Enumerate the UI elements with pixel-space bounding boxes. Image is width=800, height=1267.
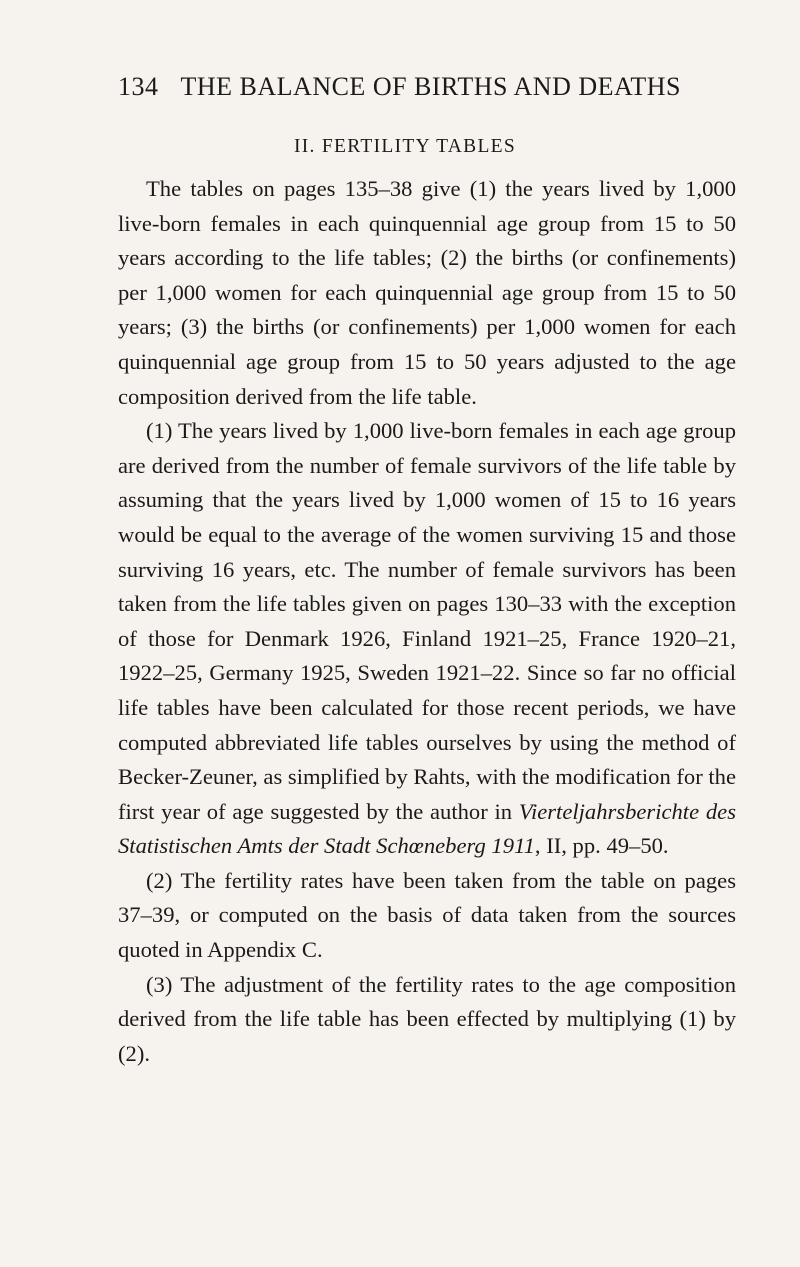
- paragraph-1-text: (1) The years lived by 1,000 live-born females in each age group are derived from the number of female survivors of the life table by assuming that the years lived by 1,000 women of 15 to 16 years would be equal to the average of the women surviving 15 and those surviving 16 years, etc. The number of female survivors has been taken from the life tables given on pages 130–33 with the exception of those for Denmark 1926, Finland 1921–25, France 1920–21, 1922–25, Germany 1925, Sweden 1921–22. Since so far no official life tables have been calculated for those recent periods, we have computed abbreviated life tables ourselves by using the method of Becker-Zeuner, as simplified by Rahts, with the modification for the first year of age suggested by the author in: [118, 418, 736, 824]
- cited-publication-title: Vierteljahrsberichte des Statistischen Amts der Stadt Schœneberg 1911: [118, 798, 736, 859]
- paragraph-1-citation-end: , II, pp. 49–50.: [534, 833, 669, 859]
- paragraph-1: [118, 414, 736, 864]
- section-title: II. FERTILITY TABLES: [293, 136, 517, 157]
- paragraph-3: (3) The adjustment of the fertility rates to the age composition derived from the life table has been effected by multiplying (1) by (2).: [118, 971, 736, 1066]
- running-header: [118, 72, 738, 102]
- page-number: 134: [118, 72, 159, 101]
- paragraph-2: (2) The fertility rates have been taken from the table on pages 37–39, or computed on the basis of data taken from the sources quoted in Appendix C.: [118, 867, 736, 963]
- running-title: THE BALANCE OF BIRTHS AND DEATHS: [180, 72, 682, 101]
- body-text: [118, 172, 736, 1071]
- intro-paragraph: The tables on pages 135–38 give (1) the years lived by 1,000 live-born females in each quinquennial age group from 15 to 50 years according to the life tables; (2) the births (or confinements) per 1,000 women for each quinquennial age group from 15 to 50 years; (3) the births (or confinements) per 1,000 women for each quinquennial age group from 15 to 50 years adjusted to the age composition derived from the life table.: [118, 176, 736, 409]
